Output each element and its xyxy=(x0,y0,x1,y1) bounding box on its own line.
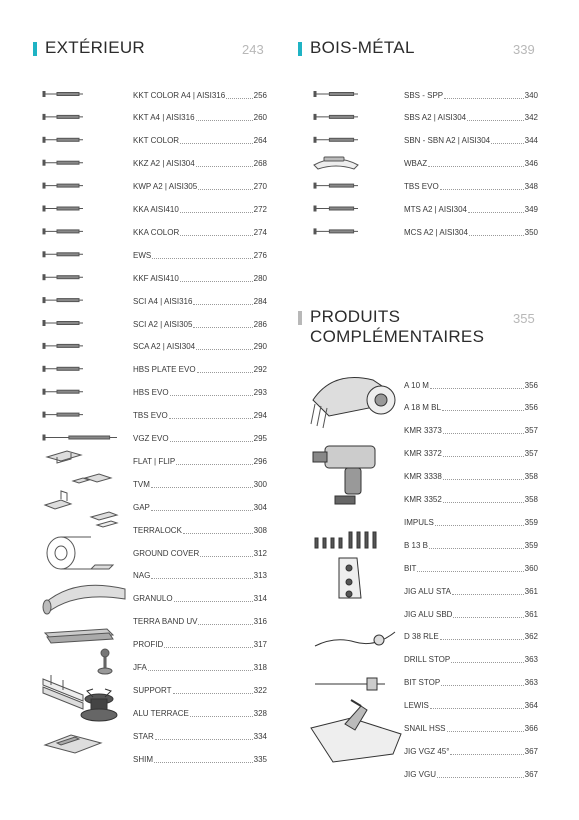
list-item[interactable] xyxy=(404,111,538,125)
list-item[interactable] xyxy=(404,676,538,690)
list-item[interactable] xyxy=(404,515,538,529)
section-page-produits: 355 xyxy=(513,311,535,326)
item-page: 361 xyxy=(524,609,538,619)
list-item[interactable] xyxy=(133,363,267,377)
item-page: 316 xyxy=(253,617,267,627)
list-item[interactable] xyxy=(133,203,267,217)
list-item[interactable] xyxy=(404,744,538,758)
item-page: 274 xyxy=(253,227,267,237)
item-name: TERRA BAND UV xyxy=(133,617,198,627)
item-page: 284 xyxy=(253,296,267,306)
item-name: KMR 3373 xyxy=(404,426,442,436)
item-page: 256 xyxy=(253,90,267,100)
leader-dots xyxy=(447,731,524,732)
list-item[interactable] xyxy=(133,706,267,720)
leader-dots xyxy=(151,510,253,511)
list-item[interactable] xyxy=(404,401,538,415)
item-name: TVM xyxy=(133,479,150,489)
list-item[interactable] xyxy=(404,561,538,575)
leader-dots xyxy=(429,548,524,549)
leader-dots xyxy=(452,594,524,595)
leader-dots xyxy=(180,143,253,144)
item-page: 260 xyxy=(253,113,267,123)
item-name: SBN - SBN A2 | AISI304 xyxy=(404,136,491,146)
item-page: 334 xyxy=(253,731,267,741)
list-item[interactable] xyxy=(133,752,267,766)
leader-dots xyxy=(174,601,253,602)
item-page: 358 xyxy=(524,472,538,482)
membrane-roll-icon xyxy=(43,585,125,614)
item-page: 313 xyxy=(253,571,267,581)
item-page: 363 xyxy=(524,655,538,665)
list-item[interactable] xyxy=(404,607,538,621)
item-name: GAP xyxy=(133,502,150,512)
item-name: D 38 RLE xyxy=(404,632,439,642)
list-item[interactable] xyxy=(404,767,538,781)
leader-dots xyxy=(444,98,524,99)
section-accent-bar xyxy=(33,42,37,56)
item-page: 361 xyxy=(524,586,538,596)
item-page: 294 xyxy=(253,411,267,421)
leader-dots xyxy=(443,456,524,457)
leader-dots xyxy=(155,739,253,740)
list-item[interactable] xyxy=(404,88,538,102)
item-name: LEWIS xyxy=(404,701,429,711)
leader-dots xyxy=(197,372,253,373)
item-page: 366 xyxy=(524,724,538,733)
item-page: 367 xyxy=(524,769,538,779)
list-item[interactable] xyxy=(404,157,538,171)
list-item[interactable] xyxy=(404,722,538,736)
item-name: JFA xyxy=(133,663,147,672)
item-page: 290 xyxy=(253,342,267,352)
item-page: 356 xyxy=(524,403,538,413)
list-item[interactable] xyxy=(404,538,538,552)
list-item[interactable] xyxy=(133,477,267,491)
leader-dots xyxy=(151,487,253,488)
item-name: JIG VGU xyxy=(404,769,437,779)
autofeed-screwdriver-icon xyxy=(311,378,395,429)
item-page: 367 xyxy=(524,746,538,756)
item-page: 308 xyxy=(253,525,267,535)
item-name: BIT STOP xyxy=(404,678,441,688)
item-page: 296 xyxy=(253,456,267,466)
leader-dots xyxy=(467,120,524,121)
item-name: TERRALOCK xyxy=(133,525,182,535)
item-name: MCS A2 | AISI304 xyxy=(404,227,468,237)
list-item[interactable] xyxy=(404,447,538,461)
item-page: 344 xyxy=(524,136,538,146)
item-name: JIG VGZ 45° xyxy=(404,746,450,756)
item-page: 358 xyxy=(524,495,538,504)
leader-dots xyxy=(190,716,253,717)
item-name: SUPPORT xyxy=(133,685,172,695)
leader-dots xyxy=(468,212,524,213)
list-item[interactable] xyxy=(133,661,267,675)
leader-dots xyxy=(443,479,524,480)
list-item[interactable] xyxy=(133,294,267,308)
band-icon xyxy=(45,629,113,643)
leader-dots xyxy=(151,578,252,579)
list-item[interactable] xyxy=(133,500,267,514)
item-page: 340 xyxy=(524,90,538,100)
item-name: KMR 3372 xyxy=(404,449,442,459)
leader-dots xyxy=(226,98,252,99)
list-item[interactable] xyxy=(404,470,538,484)
item-page: 318 xyxy=(253,663,267,672)
item-name: TBS EVO xyxy=(404,182,439,192)
list-item[interactable] xyxy=(404,699,538,713)
item-page: 342 xyxy=(524,113,538,123)
item-name: KKT COLOR xyxy=(133,136,180,146)
leader-dots xyxy=(198,189,252,190)
leader-dots xyxy=(443,502,524,503)
item-page: 322 xyxy=(253,685,267,695)
item-page: 364 xyxy=(524,701,538,711)
item-page: 335 xyxy=(253,754,267,764)
item-name: KKT COLOR A4 | AISI316 xyxy=(133,90,226,100)
leader-dots xyxy=(196,120,253,121)
item-name: JIG ALU SBD xyxy=(404,609,453,619)
leader-dots xyxy=(430,388,524,389)
list-item[interactable] xyxy=(133,638,267,652)
rail-icon xyxy=(43,675,83,709)
item-page: 356 xyxy=(524,380,538,390)
list-item[interactable] xyxy=(133,432,267,446)
leader-dots xyxy=(193,304,252,305)
section-title-line2: COMPLÉMENTAIRES xyxy=(310,327,485,346)
section-title-produits xyxy=(310,307,484,347)
drill-icon xyxy=(313,446,375,504)
leader-dots xyxy=(180,281,253,282)
item-name: EWS xyxy=(133,250,152,260)
illustrations-bois-metal xyxy=(310,85,370,245)
leader-dots xyxy=(443,433,524,434)
item-name: HBS PLATE EVO xyxy=(133,365,196,375)
item-page: 346 xyxy=(524,159,538,169)
item-name: SBS A2 | AISI304 xyxy=(404,113,467,123)
item-page: 360 xyxy=(524,563,538,573)
item-page: 286 xyxy=(253,319,267,329)
list-item[interactable] xyxy=(404,203,538,217)
list-item[interactable] xyxy=(133,248,267,262)
item-page: 295 xyxy=(253,434,267,443)
item-page: 272 xyxy=(253,205,267,214)
item-name: SCA A2 | AISI304 xyxy=(133,342,196,352)
section-header-bois-metal xyxy=(298,38,415,58)
list-item[interactable] xyxy=(404,424,538,438)
item-name: B 13 B xyxy=(404,540,429,550)
item-name: KKZ A2 | AISI304 xyxy=(133,159,195,169)
item-name: JIG ALU STA xyxy=(404,586,451,596)
leader-dots xyxy=(180,235,252,236)
section-accent-bar xyxy=(298,42,302,56)
item-name: KWP A2 | AISI305 xyxy=(133,182,198,192)
leader-dots xyxy=(440,189,524,190)
tape-roll-icon xyxy=(47,537,113,569)
item-name: TBS EVO xyxy=(133,411,168,421)
item-page: 280 xyxy=(253,273,267,283)
leader-dots xyxy=(170,395,253,396)
section-title-line1: PRODUITS xyxy=(310,307,401,326)
item-name: MTS A2 | AISI304 xyxy=(404,205,467,214)
list-item[interactable] xyxy=(404,630,538,644)
list-item[interactable] xyxy=(133,225,267,239)
item-name: IMPULS xyxy=(404,517,434,527)
item-name: STAR xyxy=(133,731,154,741)
item-name: SHIM xyxy=(133,754,153,764)
item-page: 292 xyxy=(253,365,267,375)
list-item[interactable] xyxy=(133,88,267,102)
leader-dots xyxy=(169,418,253,419)
illustrations-produits xyxy=(305,370,405,790)
list-item[interactable] xyxy=(133,454,267,468)
leader-dots xyxy=(430,708,524,709)
item-name: ALU TERRACE xyxy=(133,708,189,718)
list-item[interactable] xyxy=(133,157,267,171)
list-item[interactable] xyxy=(133,111,267,125)
list-item[interactable] xyxy=(133,546,267,560)
item-page: 359 xyxy=(524,517,538,527)
item-name: KMR 3338 xyxy=(404,472,442,482)
leader-dots xyxy=(196,166,253,167)
list-item[interactable] xyxy=(133,409,267,423)
leader-dots xyxy=(173,693,253,694)
list-item[interactable] xyxy=(133,340,267,354)
jig-icon xyxy=(339,558,361,598)
item-page: 268 xyxy=(253,159,267,169)
item-name: DRILL STOP xyxy=(404,655,451,665)
item-page: 363 xyxy=(524,678,538,688)
list-item[interactable] xyxy=(404,653,538,667)
leader-dots xyxy=(442,410,524,411)
section-page-bois-metal: 339 xyxy=(513,42,535,57)
list-item[interactable] xyxy=(404,225,538,239)
list-item[interactable] xyxy=(133,317,267,331)
item-name: KKF AISI410 xyxy=(133,273,179,283)
item-page: 293 xyxy=(253,388,267,398)
leader-dots xyxy=(183,533,253,534)
item-name: SBS - SPP xyxy=(404,90,444,100)
item-name: A 18 M BL xyxy=(404,403,441,413)
list-item[interactable] xyxy=(404,584,538,598)
item-name: A 10 M xyxy=(404,380,429,390)
section-header-produits xyxy=(298,307,484,347)
list-item[interactable] xyxy=(404,493,538,507)
item-name: PROFID xyxy=(133,640,164,650)
leader-dots xyxy=(451,662,523,663)
item-name: FLAT | FLIP xyxy=(133,456,176,466)
leader-dots xyxy=(196,349,253,350)
list-item[interactable] xyxy=(133,569,267,583)
item-name: KMR 3352 xyxy=(404,495,442,504)
list-item[interactable] xyxy=(133,271,267,285)
list-item[interactable] xyxy=(404,134,538,148)
leader-dots xyxy=(152,258,252,259)
washer-icon xyxy=(314,157,358,169)
item-name: SCI A4 | AISI316 xyxy=(133,296,193,306)
pedestal-icon xyxy=(81,689,117,721)
bit-icon xyxy=(315,532,376,548)
section-title-exterieur: EXTÉRIEUR xyxy=(45,38,145,57)
item-page: 357 xyxy=(524,449,538,459)
list-item[interactable] xyxy=(404,378,538,392)
section-accent-bar xyxy=(298,311,302,325)
item-page: 328 xyxy=(253,708,267,718)
support-foot-icon xyxy=(98,649,112,674)
list-item[interactable] xyxy=(133,683,267,697)
item-name: VGZ EVO xyxy=(133,434,169,443)
leader-dots xyxy=(164,647,252,648)
leader-dots xyxy=(440,639,524,640)
item-name: NAG xyxy=(133,571,151,581)
section-title-bois-metal: BOIS-MÉTAL xyxy=(310,38,415,57)
item-page: 350 xyxy=(524,227,538,237)
item-name: GROUND COVER xyxy=(133,548,200,558)
item-name: HBS EVO xyxy=(133,388,169,398)
item-page: 314 xyxy=(253,594,267,604)
item-page: 359 xyxy=(524,540,538,550)
screw-jig-icon xyxy=(311,700,401,762)
leader-dots xyxy=(200,556,252,557)
item-page: 300 xyxy=(253,479,267,489)
list-item[interactable] xyxy=(133,523,267,537)
item-name: GRANULO xyxy=(133,594,173,604)
shim-icon xyxy=(45,735,101,753)
leader-dots xyxy=(428,166,524,167)
leader-dots xyxy=(198,624,252,625)
item-name: WBAZ xyxy=(404,159,428,169)
item-name: KKA COLOR xyxy=(133,227,180,237)
item-name: BIT xyxy=(404,563,417,573)
illustrations-exterieur xyxy=(33,85,133,785)
list-item[interactable] xyxy=(133,386,267,400)
section-page-exterieur: 243 xyxy=(242,42,264,57)
item-name: KKT A4 | AISI316 xyxy=(133,113,195,123)
drill-stop-icon xyxy=(315,678,385,690)
item-page: 270 xyxy=(253,182,267,192)
leader-dots xyxy=(441,685,523,686)
item-name: KKA AISI410 xyxy=(133,205,179,214)
leader-dots xyxy=(170,441,253,442)
leader-dots xyxy=(148,670,253,671)
leader-dots xyxy=(180,212,253,213)
item-page: 276 xyxy=(253,250,267,260)
item-page: 317 xyxy=(253,640,267,650)
item-name: SNAIL HSS xyxy=(404,724,446,733)
leader-dots xyxy=(435,525,524,526)
item-page: 348 xyxy=(524,182,538,192)
section-header-exterieur xyxy=(33,38,145,58)
item-page: 349 xyxy=(524,205,538,214)
list-item[interactable] xyxy=(133,134,267,148)
list-item[interactable] xyxy=(133,615,267,629)
list-item[interactable] xyxy=(133,592,267,606)
item-page: 357 xyxy=(524,426,538,436)
leader-dots xyxy=(437,777,524,778)
item-page: 304 xyxy=(253,502,267,512)
leader-dots xyxy=(469,235,524,236)
item-page: 312 xyxy=(253,548,267,558)
leader-dots xyxy=(176,464,252,465)
list-item[interactable] xyxy=(133,180,267,194)
leader-dots xyxy=(193,327,252,328)
leader-dots xyxy=(491,143,524,144)
leader-dots xyxy=(453,617,523,618)
item-name: SCI A2 | AISI305 xyxy=(133,319,193,329)
list-item[interactable] xyxy=(404,180,538,194)
leader-dots xyxy=(450,754,523,755)
leader-dots xyxy=(154,762,253,763)
item-page: 264 xyxy=(253,136,267,146)
clip-icon xyxy=(45,451,117,527)
leader-dots xyxy=(417,571,523,572)
auger-bit-icon xyxy=(315,632,395,646)
item-page: 362 xyxy=(524,632,538,642)
list-item[interactable] xyxy=(133,729,267,743)
